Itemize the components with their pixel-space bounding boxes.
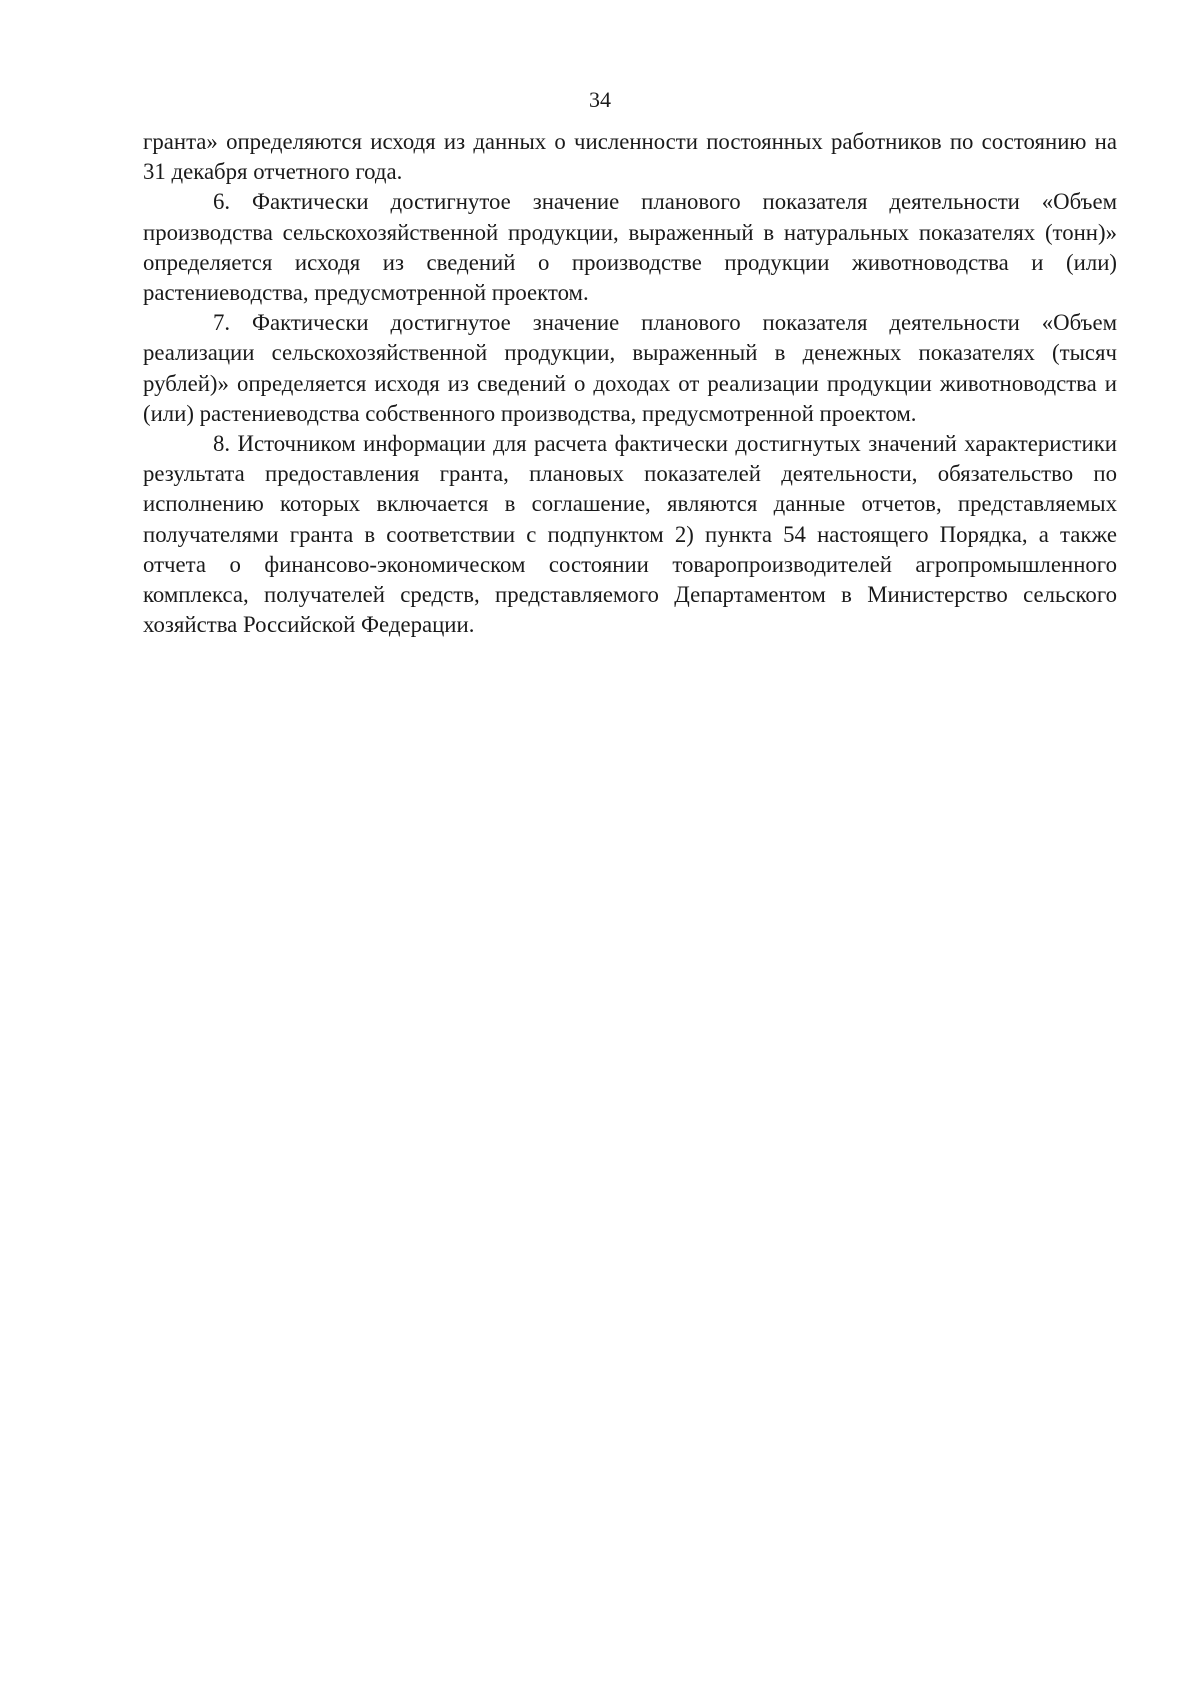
paragraph-continuation: гранта» определяются исходя из данных о численности постоянных работников по состоянию на 31 декабря отчетного года. [143,129,1117,185]
page-number: 34 [589,87,611,112]
paragraph-item-7: 7. Фактически достигнутое значение планового показателя деятельности «Объем реализации сельскохозяйственной продукции, выраженный в денежных показателях (тысяч рублей)» определяется исходя из сведений о доходах от реализации продукции животноводства и (или) растениеводства собственного производства, предусмотренной проектом. [143,310,1117,426]
paragraph-item-8: 8. Источником информации для расчета фактически достигнутых значений характеристики результата предоставления гранта, плановых показателей деятельности, обязательство по исполнению которых включается в соглашение, являются данные отчетов, представляемых получателями гранта в соответствии с подпунктом 2) пункта 54 настоящего Порядка, а также отчета о финансово-экономическом состоянии товаропроизводителей агропромышленного комплекса, получателей средств, представляемого Департаментом в Министерство сельского хозяйства Российской Федерации. [143,431,1117,638]
paragraph-item-6: 6. Фактически достигнутое значение планового показателя деятельности «Объем производства сельскохозяйственной продукции, выраженный в натуральных показателях (тонн)» определяется исходя из сведений о производстве продукции животноводства и (или) растениеводства, предусмотренной проектом. [143,189,1117,306]
document-body [143,127,1117,640]
